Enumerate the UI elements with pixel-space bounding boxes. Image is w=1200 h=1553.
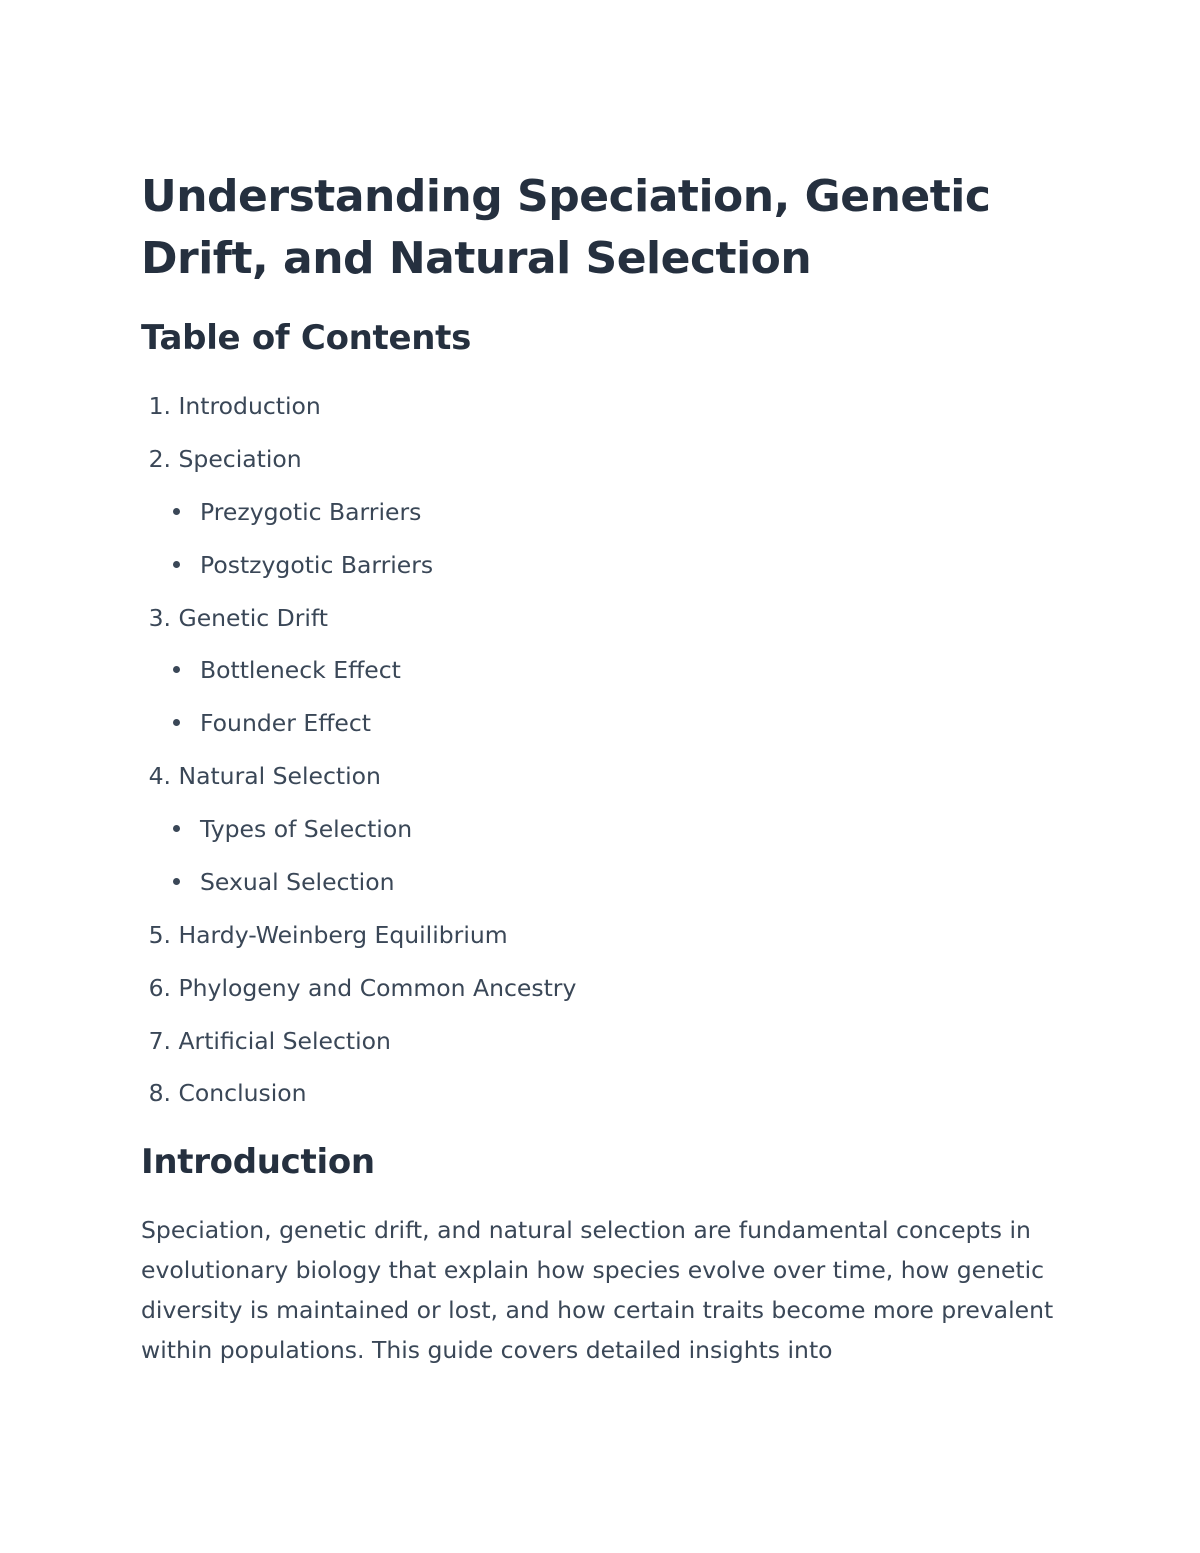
toc-item-speciation[interactable] [141, 443, 302, 475]
toc-label: Prezygotic Barriers [200, 498, 422, 526]
toc-item-hardy-weinberg[interactable] [141, 919, 508, 951]
toc-subitem-postzygotic-barriers[interactable] [173, 549, 433, 581]
bullet-icon [173, 561, 180, 568]
bullet-icon [173, 719, 180, 726]
toc-subitem-founder-effect[interactable] [173, 707, 371, 739]
toc-label: Hardy-Weinberg Equilibrium [178, 921, 508, 949]
toc-number: 3. [148, 604, 171, 632]
toc-heading: Table of Contents [141, 318, 472, 358]
bullet-icon [173, 825, 180, 832]
toc-item-introduction[interactable] [141, 390, 321, 422]
toc-item-artificial-selection[interactable] [141, 1025, 391, 1057]
toc-item-genetic-drift[interactable] [141, 602, 328, 634]
toc-label: Postzygotic Barriers [200, 551, 434, 579]
toc-number: 2. [148, 445, 171, 473]
toc-label: Artificial Selection [178, 1027, 391, 1055]
toc-item-phylogeny[interactable] [141, 972, 576, 1004]
toc-item-natural-selection[interactable] [141, 760, 381, 792]
toc-number: 6. [148, 974, 171, 1002]
toc-label: Types of Selection [200, 815, 413, 843]
introduction-heading: Introduction [141, 1142, 375, 1182]
toc-number: 5. [148, 921, 171, 949]
toc-subitem-types-of-selection[interactable] [173, 813, 412, 845]
toc-label: Introduction [178, 392, 321, 420]
toc-label: Founder Effect [200, 709, 371, 737]
toc-label: Conclusion [178, 1079, 307, 1107]
toc-subitem-bottleneck-effect[interactable] [173, 654, 401, 686]
toc-number: 1. [148, 392, 171, 420]
bullet-icon [173, 666, 180, 673]
toc-item-conclusion[interactable] [141, 1077, 307, 1109]
introduction-paragraph: Speciation, genetic drift, and natural selection are fundamental concepts in evolutionary biology that explain how species evolve over time, how genetic diversity is maintained or lost, and how certain traits become more prevalent within populations. This guide covers detailed insights into [141, 1216, 1054, 1364]
toc-label: Sexual Selection [200, 868, 395, 896]
toc-label: Genetic Drift [178, 604, 328, 632]
toc-label: Bottleneck Effect [200, 656, 401, 684]
toc-number: 8. [148, 1079, 171, 1107]
toc-label: Speciation [178, 445, 302, 473]
toc-label: Phylogeny and Common Ancestry [178, 974, 577, 1002]
toc-number: 4. [148, 762, 171, 790]
toc-number: 7. [148, 1027, 171, 1055]
document-title: Understanding Speciation, Genetic Drift, and Natural Selection [141, 171, 991, 284]
toc-subitem-sexual-selection[interactable] [173, 866, 394, 898]
bullet-icon [173, 878, 180, 885]
toc-subitem-prezygotic-barriers[interactable] [173, 496, 421, 528]
bullet-icon [173, 508, 180, 515]
toc-label: Natural Selection [178, 762, 381, 790]
